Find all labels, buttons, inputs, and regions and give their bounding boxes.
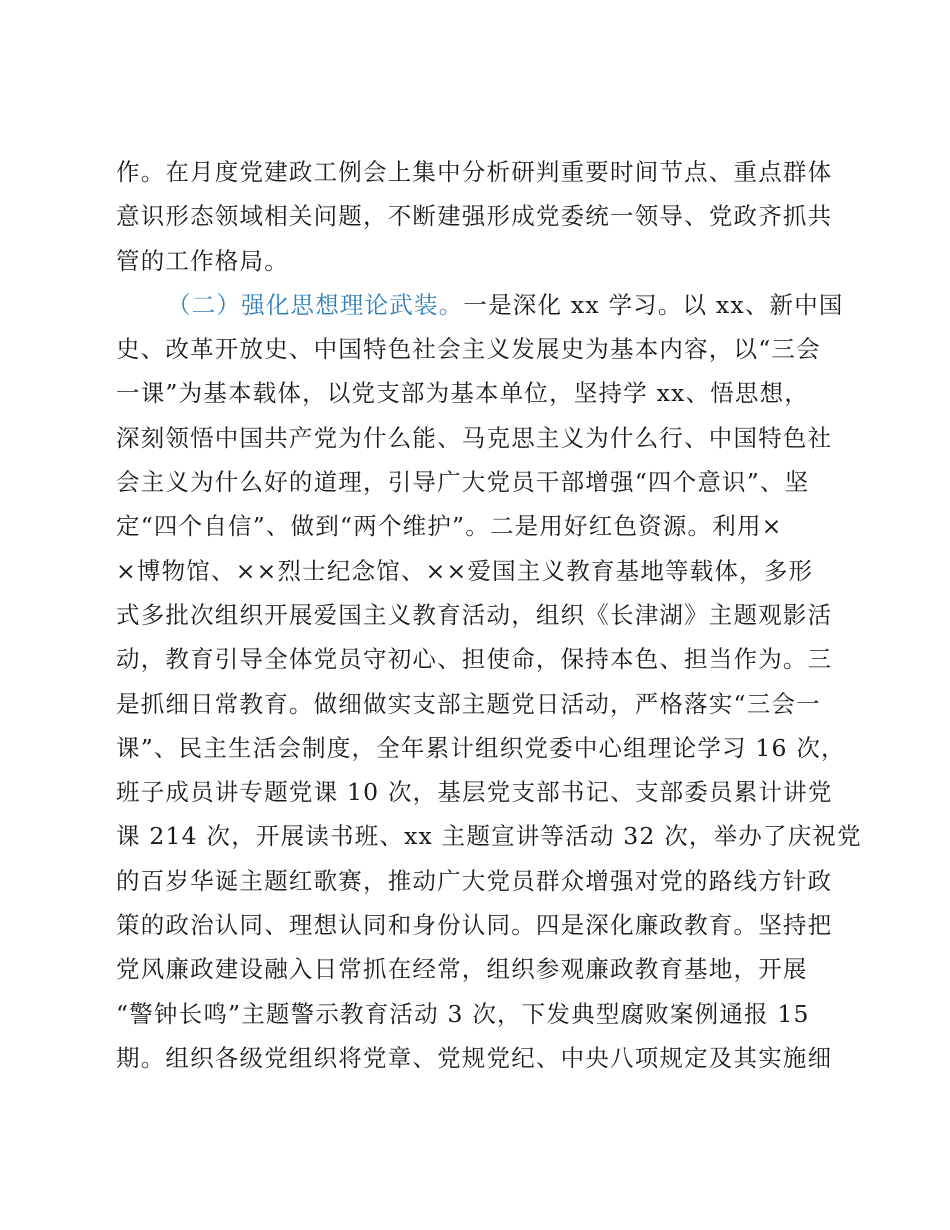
text-line: 式多批次组织开展爱国主义教育活动，组织《长津湖》主题观影活 bbox=[116, 600, 833, 629]
text-line: 课”、民主生活会制度，全年累计组织党委中心组理论学习 16 次， bbox=[116, 733, 846, 762]
text-line: 党风廉政建设融入日常抓在经常，组织参观廉政教育基地，开展 bbox=[116, 955, 808, 984]
text-line: 意识形态领域相关问题，不断建强形成党委统一领导、党政齐抓共 bbox=[116, 202, 833, 231]
text-line: 深刻领悟中国共产党为什么能、马克思主义为什么行、中国特色社 bbox=[116, 423, 833, 452]
section-heading-line bbox=[116, 283, 850, 327]
text-line: 策的政治认同、理想认同和身份认同。四是深化廉政教育。坚持把 bbox=[116, 911, 833, 940]
text-line: 作。在月度党建政工例会上集中分析研判重要时间节点、重点群体 bbox=[116, 158, 833, 186]
text-line: “警钟长鸣”主题警示教育活动 3 次，下发典型腐败案例通报 15 bbox=[116, 999, 810, 1028]
text-line: 的百岁华诞主题红歌赛，推动广大党员群众增强对党的路线方针政 bbox=[116, 866, 833, 895]
section-heading: （二）强化思想理论武装。 bbox=[167, 290, 464, 319]
text-line: ×博物馆、××烈士纪念馆、××爱国主义教育基地等载体，多形 bbox=[116, 556, 814, 585]
text-line: 是抓细日常教育。做细做实支部主题党日活动，严格落实“三会一 bbox=[116, 689, 821, 718]
text-line: 班子成员讲专题党课 10 次，基层党支部书记、支部委员累计讲党 bbox=[116, 778, 833, 807]
text-line: 课 214 次，开展读书班、xx 主题宣讲等活动 32 次，举办了庆祝党 bbox=[116, 822, 862, 851]
text-line: 动，教育引导全体党员守初心、担使命，保持本色、担当作为。三 bbox=[116, 645, 833, 674]
section-heading-text: 一是深化 xx 学习。以 xx、新中国 bbox=[463, 290, 844, 319]
text-line: 管的工作格局。 bbox=[116, 246, 289, 275]
text-line: 定“四个自信”、做到“两个维护”。二是用好红色资源。利用× bbox=[116, 512, 783, 541]
text-line: 一课”为基本载体，以党支部为基本单位，坚持学 xx、悟思想， bbox=[116, 379, 809, 408]
text-line: 史、改革开放史、中国特色社会主义发展史为基本内容，以“三会 bbox=[116, 335, 821, 364]
text-line: 会主义为什么好的道理，引导广大党员干部增强“四个意识”、坚 bbox=[116, 468, 810, 497]
document-body bbox=[116, 150, 862, 1080]
text-line: 期。组织各级党组织将党章、党规党纪、中央八项规定及其实施细 bbox=[116, 1043, 833, 1072]
